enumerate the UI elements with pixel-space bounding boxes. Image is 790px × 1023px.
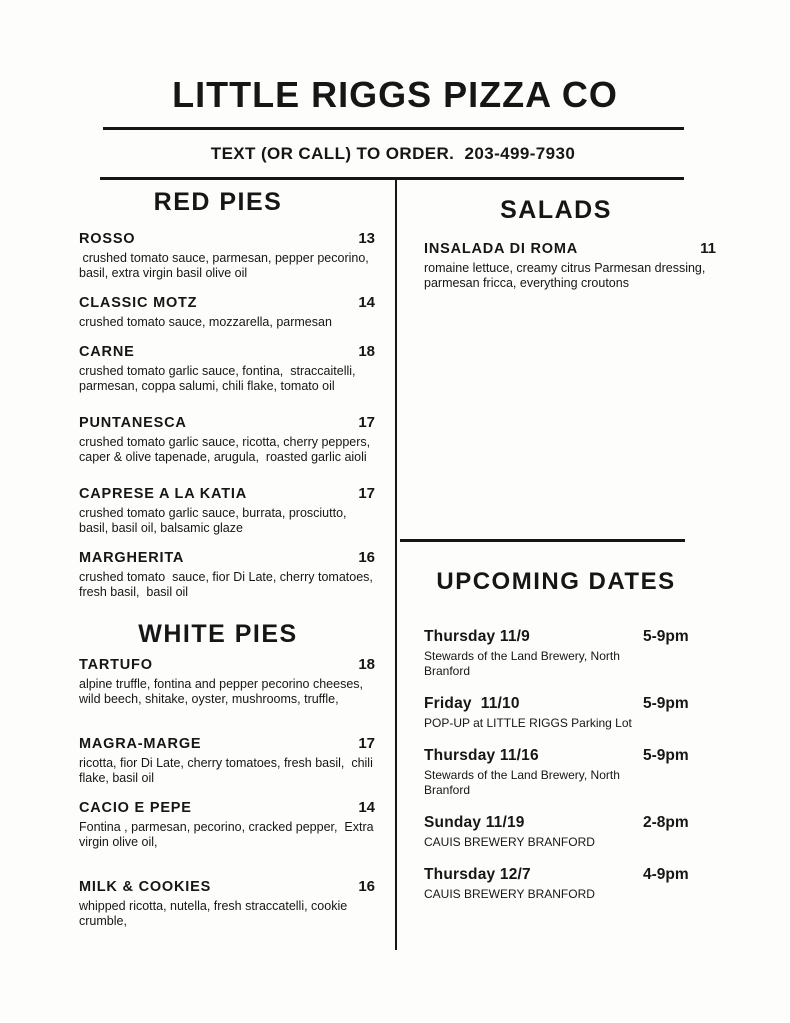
item-description: crushed tomato garlic sauce, ricotta, cherry peppers, caper & olive tapenade, arugula, roasted garlic aioli [79, 435, 374, 464]
item-name: MILK & COOKIES [79, 879, 212, 895]
event-thursday-12-7 [424, 865, 716, 902]
event-date: Thursday 11/16 [424, 747, 539, 764]
column-divider [395, 180, 397, 950]
section-heading-red-pies: RED PIES [153, 188, 283, 216]
section-heading-upcoming-dates: UPCOMING DATES [436, 568, 676, 595]
event-date: Thursday 12/7 [424, 866, 531, 883]
item-name-row [79, 549, 375, 567]
item-description: alpine truffle, fontina and pepper pecorino cheeses, wild beech, shitake, oyster, mushrooms, truffle, [79, 677, 367, 706]
menu-item-puntanesca [79, 414, 375, 465]
page-title: LITTLE RIGGS PIZZA CO [172, 74, 618, 115]
event-time: 4-9pm [643, 866, 689, 883]
item-name: MAGRA-MARGE [79, 736, 202, 752]
event-location: Stewards of the Land Brewery, North Branford [424, 649, 624, 678]
menu-item-caprese-a-la-katia [79, 485, 375, 536]
event-thursday-11-16 [424, 746, 716, 798]
section-heading-white-pies: WHITE PIES [138, 620, 298, 648]
item-name: TARTUFO [79, 657, 153, 673]
item-description: romaine lettuce, creamy citrus Parmesan dressing, parmesan fricca, everything croutons [424, 261, 709, 290]
item-price: 17 [358, 735, 375, 752]
event-row [424, 746, 716, 766]
salads-column [424, 196, 716, 304]
menu-item-cacio-e-pepe [79, 799, 378, 850]
item-name-row [79, 878, 375, 896]
event-date: Friday 11/10 [424, 695, 520, 712]
event-row [424, 627, 716, 647]
item-name-row [79, 343, 375, 361]
event-location: POP-UP at LITTLE RIGGS Parking Lot [424, 716, 632, 730]
item-name: CACIO E PEPE [79, 800, 192, 816]
item-name: CAPRESE A LA KATIA [79, 486, 247, 502]
item-name-row [79, 414, 375, 432]
item-name: MARGHERITA [79, 550, 185, 566]
event-location: Stewards of the Land Brewery, North Branford [424, 768, 624, 797]
item-name: CLASSIC MOTZ [79, 295, 198, 311]
event-time: 2-8pm [643, 814, 689, 831]
menu-item-rosso [79, 230, 375, 281]
event-date: Thursday 11/9 [424, 628, 530, 645]
item-name-row [79, 735, 375, 753]
item-name: ROSSO [79, 231, 136, 247]
item-name-row [79, 656, 375, 674]
event-time: 5-9pm [643, 695, 689, 712]
item-name: PUNTANESCA [79, 415, 187, 431]
menu-item-classic-motz [79, 294, 375, 330]
item-price: 18 [358, 656, 375, 673]
item-price: 18 [358, 343, 375, 360]
menu-item-milk-and-cookies [79, 878, 375, 929]
header-divider [100, 177, 684, 180]
item-description: Fontina , parmesan, pecorino, cracked pepper, Extra virgin olive oil, [79, 820, 378, 849]
item-description: crushed tomato sauce, mozzarella, parmesan [79, 315, 332, 329]
item-name-row [424, 240, 716, 258]
item-name-row [79, 294, 375, 312]
event-thursday-11-9 [424, 627, 716, 679]
item-description: crushed tomato sauce, fior Di Late, cherry tomatoes, fresh basil, basil oil [79, 570, 377, 599]
event-row [424, 813, 716, 833]
event-date: Sunday 11/19 [424, 814, 525, 831]
menu-item-margherita [79, 549, 375, 600]
item-description: crushed tomato sauce, parmesan, pepper pecorino, basil, extra virgin basil olive oil [79, 251, 373, 280]
item-description: ricotta, fior Di Late, cherry tomatoes, fresh basil, chili flake, basil oil [79, 756, 377, 785]
section-heading-salads: SALADS [500, 196, 612, 224]
menu-item-insalada-di-roma [424, 240, 716, 291]
item-price: 16 [358, 549, 375, 566]
item-price: 16 [358, 878, 375, 895]
item-name: INSALADA DI ROMA [424, 241, 579, 257]
item-name: CARNE [79, 344, 135, 360]
menu-item-carne [79, 343, 375, 394]
event-row [424, 865, 716, 885]
item-name-row [79, 799, 375, 817]
item-description: crushed tomato garlic sauce, fontina, straccaitelli, parmesan, coppa salumi, chili flake, tomato oil [79, 364, 360, 393]
item-price: 17 [358, 485, 375, 502]
item-price: 17 [358, 414, 375, 431]
event-location: CAUIS BREWERY BRANFORD [424, 887, 595, 901]
item-price: 11 [700, 240, 716, 257]
menu-item-tartufo [79, 656, 375, 707]
item-name-row [79, 230, 375, 248]
item-price: 13 [358, 230, 375, 247]
item-description: whipped ricotta, nutella, fresh straccatelli, cookie crumble, [79, 899, 351, 928]
event-friday-11-10 [424, 694, 716, 731]
item-price: 14 [358, 799, 375, 816]
item-description: crushed tomato garlic sauce, burrata, prosciutto, basil, basil oil, balsamic glaze [79, 506, 350, 535]
event-location: CAUIS BREWERY BRANFORD [424, 835, 595, 849]
title-divider [103, 127, 684, 130]
event-time: 5-9pm [643, 747, 689, 764]
event-time: 5-9pm [643, 628, 689, 645]
salads-events-divider [400, 539, 685, 542]
upcoming-dates-section [424, 565, 716, 917]
event-sunday-11-19 [424, 813, 716, 850]
left-column [79, 188, 378, 942]
item-price: 14 [358, 294, 375, 311]
order-instructions: TEXT (OR CALL) TO ORDER. 203-499-7930 [210, 144, 576, 163]
event-row [424, 694, 716, 714]
menu-item-magra-marge [79, 735, 375, 786]
item-name-row [79, 485, 375, 503]
